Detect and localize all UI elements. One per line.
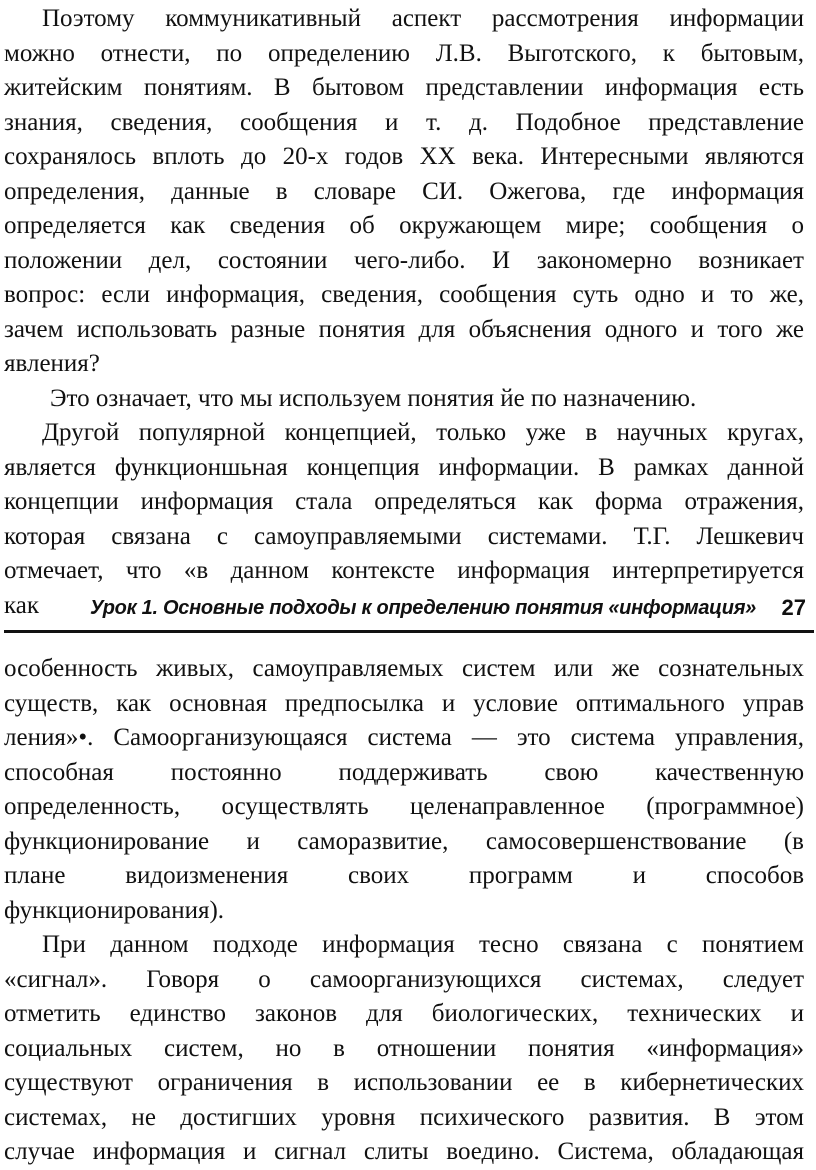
- text-line: как: [4, 591, 40, 619]
- text-line: «сигнал». Говоря о самоорганизующихся системах, следует: [4, 965, 804, 993]
- text-line: можно отнести, по определению Л.В. Выготского, к бытовым,: [4, 39, 804, 67]
- text-line: отметить единство законов для биологических, технических и: [4, 1000, 804, 1027]
- upper-text-section: [4, 2, 804, 623]
- text-line: особенность живых, самоуправляемых систем или же сознательных: [4, 655, 804, 682]
- text-line: функционирование и саморазвитие, самосовершенствование (в: [4, 827, 804, 855]
- text-line: социальных систем, но в отношении понятия «информация»: [4, 1034, 804, 1062]
- text-line: положении дел, состоянии чего-либо. И закономерно возникает: [4, 246, 804, 274]
- lower-text-section: [4, 652, 804, 1170]
- text-line: сохранялось вплоть до 20-х годов XX века. Интересными являются: [4, 143, 804, 170]
- text-line: случае информация и сигнал слиты воедино. Система, обладающая: [4, 1138, 804, 1165]
- text-line: Это означает, что мы используем понятия йе по назначению.: [50, 384, 697, 412]
- text-line: житейским понятиям. В бытовом представлении информация есть: [4, 74, 804, 101]
- text-line: явления?: [4, 350, 100, 377]
- page-number: 27: [781, 595, 806, 620]
- running-header: [4, 594, 814, 633]
- text-line: существ, как основная предпосылка и условие оптимального управ: [4, 689, 804, 717]
- text-line: вопрос: если информация, сведения, сообщения суть одно и то же,: [4, 281, 804, 308]
- text-line: Поэтому коммуникативный аспект рассмотрения информации: [42, 5, 804, 32]
- text-line: существуют ограничения в использовании ее в кибернетических: [4, 1069, 804, 1096]
- text-line: системах, не достигших уровня психического развития. В этом: [4, 1103, 804, 1131]
- text-line: определенность, осуществлять целенаправленное (программное): [4, 793, 804, 820]
- text-line: способная постоянно поддерживать свою качественную: [4, 758, 804, 786]
- text-line: плане видоизменения своих программ и способов: [4, 862, 804, 889]
- text-line: знания, сведения, сообщения и т. д. Подобное представление: [4, 108, 804, 136]
- text-line: является функционшьная концепция информации. В рамках данной: [4, 453, 804, 481]
- text-line: определяется как сведения об окружающем мире; сообщения о: [4, 212, 804, 239]
- text-line: отмечает, что «в данном контексте информация интерпретируется: [4, 557, 804, 584]
- text-line: определения, данные в словаре СИ. Ожегова, где информация: [4, 177, 804, 205]
- text-line: ления»•. Самоорганизующаяся система — это система управления,: [4, 724, 804, 751]
- text-line: Другой популярной концепцией, только уже в научных кругах,: [42, 419, 804, 446]
- text-line: функционирования).: [4, 896, 225, 924]
- text-line: зачем использовать разные понятия для объяснения одного и того же: [4, 315, 804, 343]
- text-line: При данном подходе информация тесно связана с понятием: [42, 931, 804, 958]
- text-line: концепции информация стала определяться как форма отражения,: [4, 488, 804, 515]
- text-line: которая связана с самоуправляемыми системами. Т.Г. Лешкевич: [4, 522, 804, 550]
- running-header-title: Урок 1. Основные подходы к определению понятия «информация»: [90, 597, 757, 619]
